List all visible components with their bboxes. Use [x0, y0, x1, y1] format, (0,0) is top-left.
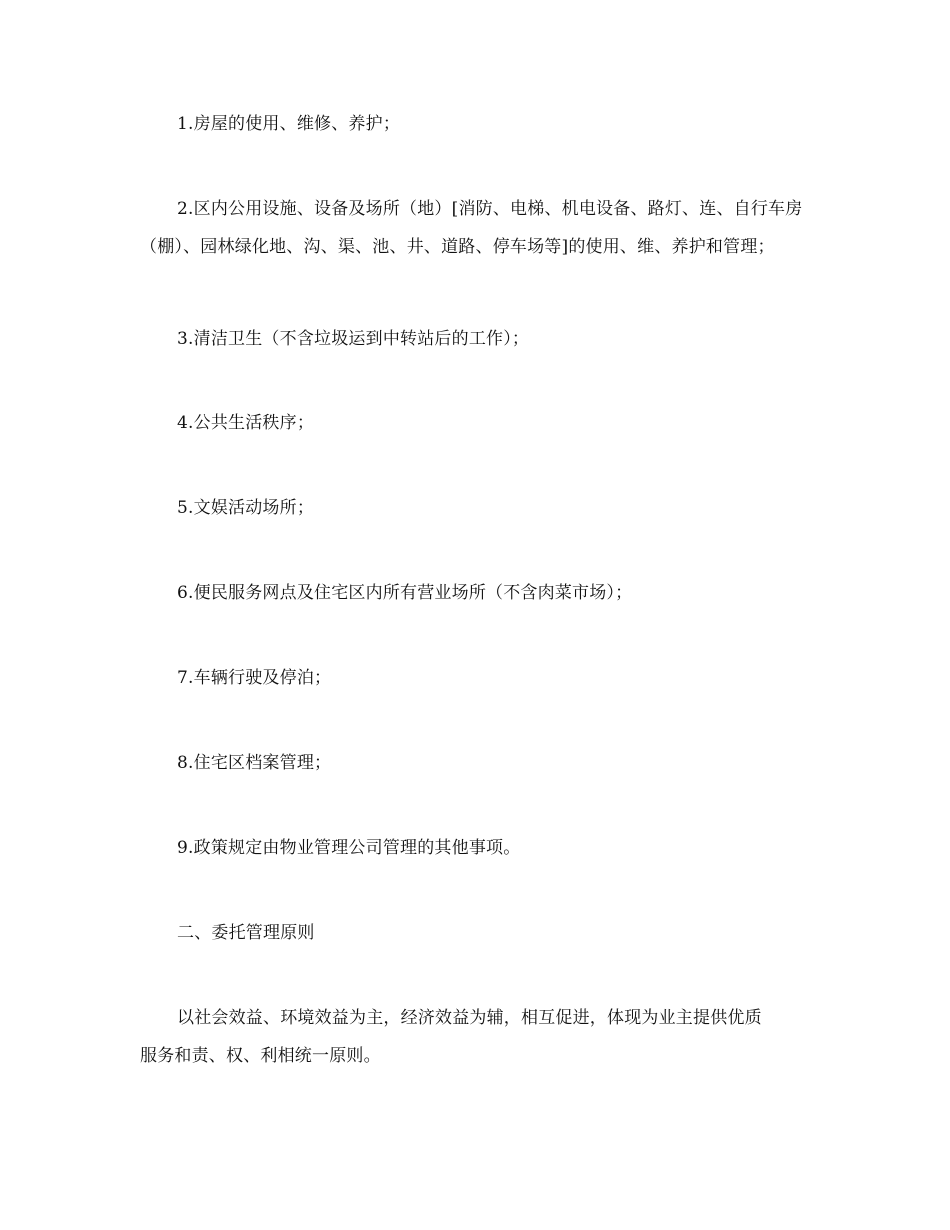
section-heading: [140, 914, 810, 952]
principle-text-line-2: 服务和责、权、利相统一原则。: [140, 1046, 381, 1066]
list-item-text: 9.政策规定由物业管理公司管理的其他事项。: [177, 838, 521, 858]
list-item-text: 1.房屋的使用、维修、养护；: [177, 114, 401, 134]
list-item-text: 4.公共生活秩序；: [177, 413, 315, 433]
list-item-7: [140, 659, 810, 697]
list-item-text-line-1: 2.区内公用设施、设备及场所（地）[消防、电梯、机电设备、路灯、连、自行车房: [177, 199, 803, 219]
list-item-2: [140, 190, 810, 266]
list-item-9: [140, 829, 810, 867]
principle-paragraph: [140, 999, 810, 1075]
list-item-text: 3.清洁卫生（不含垃圾运到中转站后的工作）；: [177, 329, 530, 349]
list-item-text-line-2: （棚）、园林绿化地、沟、渠、池、井、道路、停车场等]的使用、维、养护和管理；: [140, 237, 775, 257]
principle-text-line-1: 以社会效益、环境效益为主，经济效益为辅，相互促进，体现为业主提供优质: [177, 1008, 762, 1028]
list-item-3: [140, 320, 810, 358]
list-item-4: [140, 404, 810, 442]
list-item-8: [140, 744, 810, 782]
list-item-text: 8.住宅区档案管理；: [177, 753, 332, 773]
list-item-text: 5.文娱活动场所；: [177, 498, 315, 518]
list-item-text: 7.车辆行驶及停泊；: [177, 668, 332, 688]
list-item-1: [140, 105, 810, 143]
list-item-6: [140, 574, 810, 612]
list-item-text: 6.便民服务网点及住宅区内所有营业场所（不含肉菜市场）；: [177, 583, 633, 603]
section-heading-text: 二、委托管理原则: [177, 923, 315, 943]
list-item-5: [140, 489, 810, 527]
